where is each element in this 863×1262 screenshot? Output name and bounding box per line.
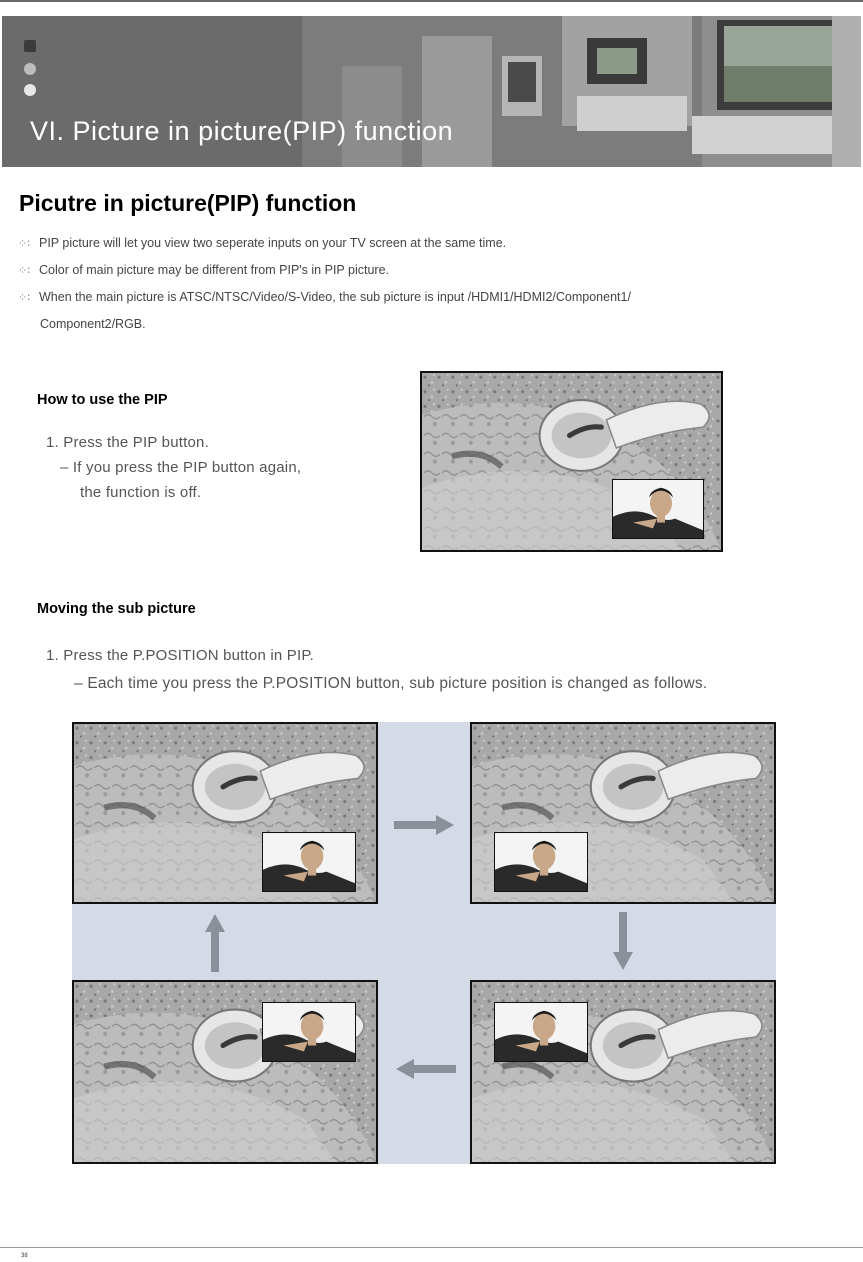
arrow-down-icon [612,912,634,972]
sparkle-bullet-icon: ⁘∶ [18,238,31,250]
section-title: Picutre in picture(PIP) function [19,190,357,216]
sub-picture-image [494,832,588,892]
sparkle-bullet-icon: ⁘∶ [18,292,31,304]
bullet-item: ⁘∶ PIP picture will let you view two seperate inputs on your TV screen at the same time. [18,236,507,250]
sparkle-bullet-icon: ⁘∶ [18,265,31,277]
position-screen-top-right [72,980,378,1164]
top-rule [0,0,863,2]
chapter-title: VI. Picture in picture(PIP) function [30,116,454,146]
sub-picture-image [262,832,356,892]
position-screen-bottom-right [72,722,378,904]
banner-dot-light [24,63,36,75]
sub-picture-image [262,1002,356,1062]
banner-dot-dark [24,40,36,52]
moving-sub-picture-title: Moving the sub picture [37,601,196,617]
how-to-use-step-1-note-cont: the function is off. [80,484,202,501]
page-number: 38 [21,1253,28,1259]
bullet-continuation: Component2/RGB. [40,317,146,331]
position-screen-top-left [470,980,776,1164]
banner-dot-white [24,84,36,96]
chapter-banner [2,16,861,167]
sub-picture-image [612,479,704,539]
moving-step-1-note: – Each time you press the P.POSITION button, sub picture position is changed as follows. [74,675,708,692]
how-to-use-step-1-note: – If you press the PIP button again, [60,459,302,476]
bottom-rule [0,1247,863,1248]
arrow-left-icon [394,1058,456,1080]
moving-step-1: 1. Press the P.POSITION button in PIP. [46,647,315,664]
sub-picture-image [494,1002,588,1062]
bullet-item: ⁘∶ Color of main picture may be different from PIP's in PIP picture. [18,263,389,277]
pip-example-screen [420,371,723,552]
bullet-item: ⁘∶ When the main picture is ATSC/NTSC/Video/S-Video, the sub picture is input /HDMI1/HDMI2/Component1/ [18,290,631,304]
position-screen-bottom-left [470,722,776,904]
how-to-use-title: How to use the PIP [37,392,168,408]
how-to-use-step-1: 1. Press the PIP button. [46,434,209,451]
arrow-up-icon [204,912,226,972]
arrow-right-icon [394,814,456,836]
